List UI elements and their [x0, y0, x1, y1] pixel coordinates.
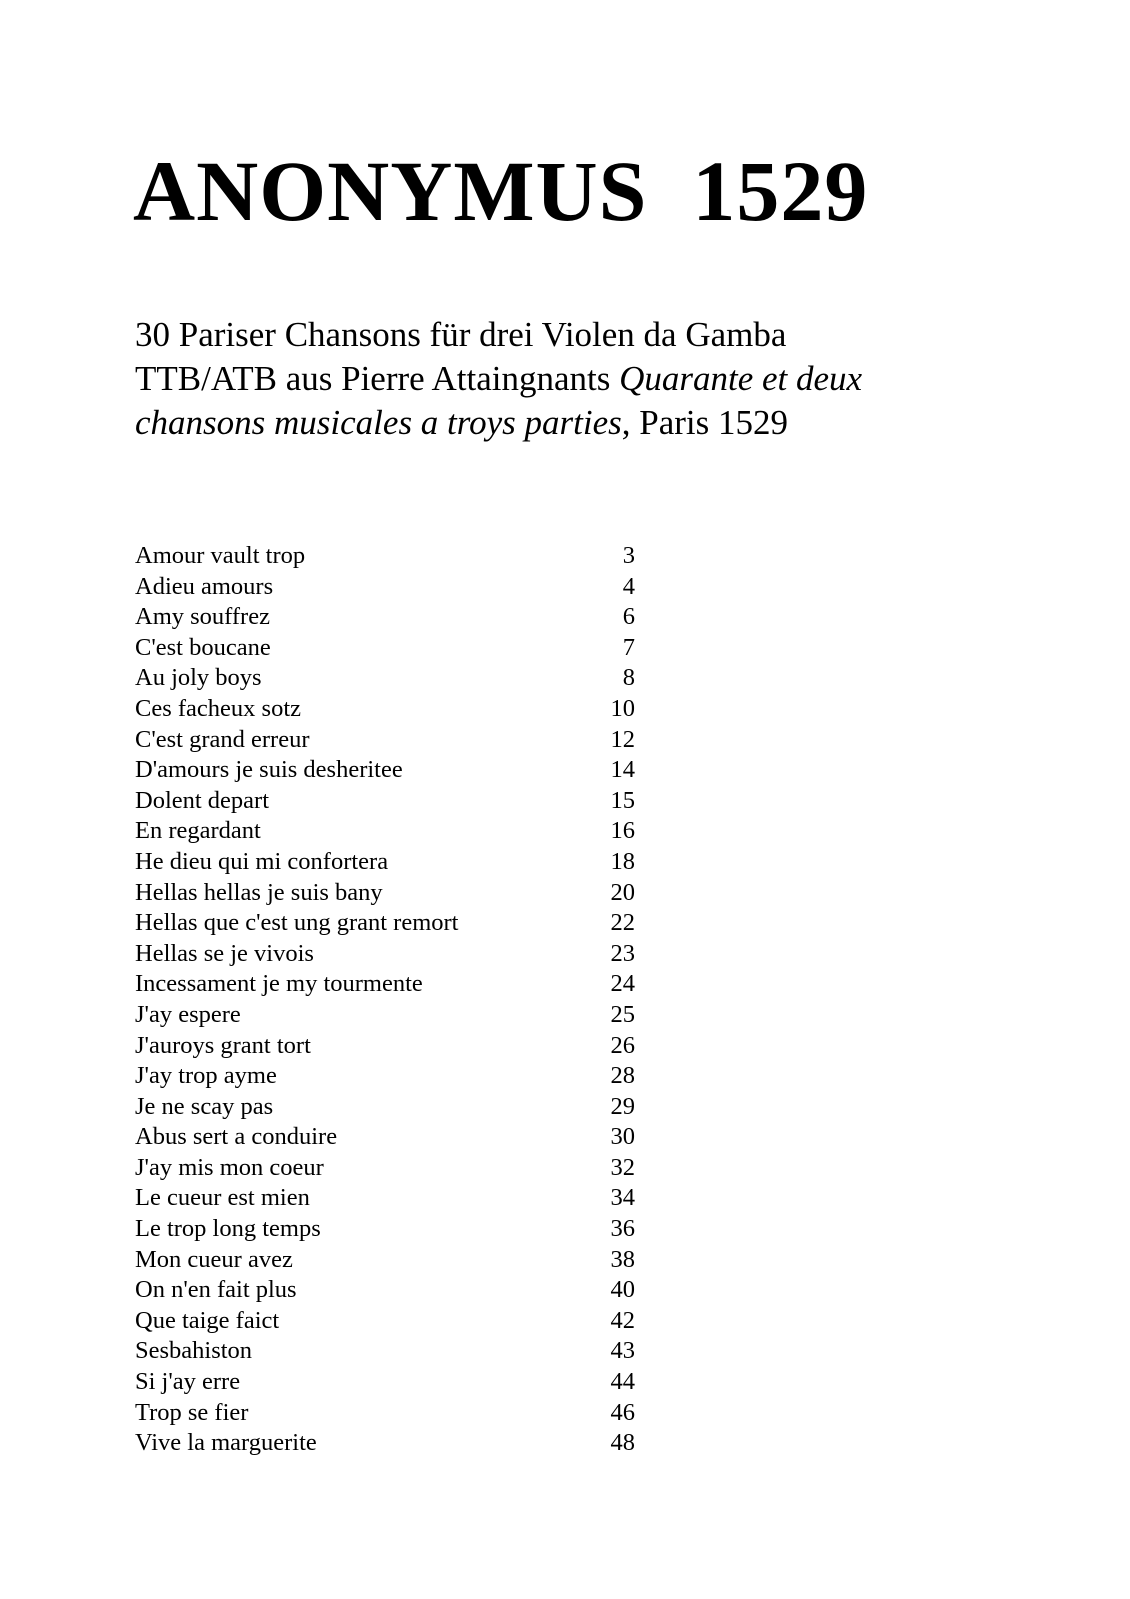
- toc-entry: [135, 1245, 635, 1276]
- toc-entry-page-number: 44: [610, 1368, 635, 1396]
- toc-entry-title: J'ay mis mon coeur: [135, 1153, 324, 1181]
- toc-entry: [135, 1398, 635, 1429]
- subtitle-line-2-plain: TTB/ATB aus Pierre Attaingnants: [135, 359, 620, 398]
- toc-entry-page-number: 29: [610, 1092, 635, 1120]
- toc-entry: [135, 663, 635, 694]
- toc-entry-title: J'ay espere: [135, 1000, 241, 1028]
- toc-entry-title: Adieu amours: [135, 572, 274, 600]
- subtitle-line-3: [135, 401, 1035, 445]
- toc-entry-title: Si j'ay erre: [135, 1368, 241, 1396]
- toc-entry: [135, 755, 635, 786]
- toc-entry-page-number: 10: [610, 694, 635, 722]
- subtitle-line-3-plain: , Paris 1529: [621, 403, 788, 442]
- toc-entry-title: Incessament je my tourmente: [135, 970, 423, 998]
- toc-entry: [135, 633, 635, 664]
- toc-entry-page-number: 22: [610, 909, 635, 937]
- toc-entry: [135, 1061, 635, 1092]
- toc-entry: [135, 1336, 635, 1367]
- subtitle-line-1: [135, 313, 1035, 357]
- toc-entry-title: He dieu qui mi confortera: [135, 847, 389, 875]
- toc-entry-page-number: 4: [622, 572, 635, 600]
- toc-entry: [135, 786, 635, 817]
- toc-entry: [135, 1428, 635, 1459]
- toc-entry: [135, 939, 635, 970]
- toc-entry-title: En regardant: [135, 817, 261, 845]
- toc-entry-page-number: 26: [610, 1031, 635, 1059]
- toc-entry-page-number: 46: [610, 1398, 635, 1426]
- toc-entry-title: On n'en fait plus: [135, 1276, 297, 1304]
- toc-entry: [135, 1306, 635, 1337]
- table-of-contents: [135, 541, 635, 1459]
- toc-entry-page-number: 25: [610, 1000, 635, 1028]
- toc-entry-page-number: 20: [610, 878, 635, 906]
- toc-entry: [135, 816, 635, 847]
- toc-entry: [135, 602, 635, 633]
- toc-entry-title: D'amours je suis desheritee: [135, 756, 403, 784]
- toc-entry-title: J'ay trop ayme: [135, 1062, 277, 1090]
- toc-entry-title: Trop se fier: [135, 1398, 249, 1426]
- toc-entry-title: Hellas hellas je suis bany: [135, 878, 383, 906]
- toc-entry-page-number: 28: [610, 1062, 635, 1090]
- toc-entry: [135, 1153, 635, 1184]
- toc-entry-page-number: 16: [610, 817, 635, 845]
- subtitle-line-2: [135, 357, 1035, 401]
- toc-entry: [135, 725, 635, 756]
- subtitle-line-3-italic: chansons musicales a troys parties: [135, 403, 622, 442]
- toc-entry-page-number: 3: [622, 542, 635, 569]
- toc-entry-page-number: 8: [622, 664, 635, 692]
- toc-entry: [135, 1214, 635, 1245]
- toc-entry-page-number: 24: [610, 970, 635, 998]
- subtitle-block: [135, 313, 1035, 445]
- toc-entry-title: Hellas se je vivois: [135, 939, 314, 967]
- toc-entry-page-number: 14: [610, 756, 635, 784]
- toc-entry-page-number: 32: [610, 1153, 635, 1181]
- toc-entry: [135, 694, 635, 725]
- toc-entry-page-number: 6: [622, 603, 635, 631]
- toc-entry-title: Au joly boys: [135, 664, 262, 692]
- toc-entry-title: J'auroys grant tort: [135, 1031, 311, 1059]
- toc-entry-title: Hellas que c'est ung grant remort: [135, 909, 459, 937]
- toc-entry: [135, 1122, 635, 1153]
- toc-entry: [135, 878, 635, 909]
- toc-entry-title: Que taige faict: [135, 1306, 280, 1334]
- toc-entry-title: Je ne scay pas: [135, 1092, 274, 1120]
- toc-entry-title: Mon cueur avez: [135, 1245, 293, 1273]
- toc-entry-title: C'est boucane: [135, 633, 271, 661]
- toc-entry-title: Amour vault trop: [135, 542, 306, 569]
- toc-entry-title: Le cueur est mien: [135, 1184, 310, 1212]
- toc-entry-page-number: 42: [610, 1306, 635, 1334]
- toc-entry-page-number: 34: [610, 1184, 635, 1212]
- toc-entry-title: Abus sert a conduire: [135, 1123, 338, 1151]
- toc-entry-page-number: 7: [622, 633, 635, 661]
- toc-entry-page-number: 30: [610, 1123, 635, 1151]
- toc-entry: [135, 1031, 635, 1062]
- toc-entry-title: C'est grand erreur: [135, 725, 310, 753]
- toc-entry: [135, 1000, 635, 1031]
- subtitle-line-1-text: 30 Pariser Chansons für drei Violen da Gamba: [135, 315, 787, 354]
- toc-entry-title: Vive la marguerite: [135, 1429, 317, 1457]
- toc-entry-title: Ces facheux sotz: [135, 694, 301, 722]
- toc-entry: [135, 847, 635, 878]
- toc-entry-page-number: 18: [610, 847, 635, 875]
- toc-entry: [135, 1092, 635, 1123]
- subtitle-line-2-italic: Quarante et deux: [619, 359, 863, 398]
- toc-entry-title: Dolent depart: [135, 786, 270, 814]
- toc-entry-title: Le trop long temps: [135, 1215, 321, 1243]
- toc-entry: [135, 541, 635, 572]
- toc-entry-page-number: 40: [610, 1276, 635, 1304]
- toc-entry: [135, 572, 635, 603]
- toc-entry-page-number: 15: [610, 786, 635, 814]
- toc-entry: [135, 1183, 635, 1214]
- toc-entry-page-number: 12: [610, 725, 635, 753]
- toc-entry-page-number: 48: [610, 1429, 635, 1457]
- toc-entry-title: Sesbahiston: [135, 1337, 253, 1365]
- toc-entry: [135, 969, 635, 1000]
- toc-entry: [135, 1275, 635, 1306]
- toc-entry-title: Amy souffrez: [135, 603, 270, 631]
- toc-entry: [135, 1367, 635, 1398]
- toc-entry-page-number: 38: [610, 1245, 635, 1273]
- toc-entry-page-number: 23: [610, 939, 635, 967]
- toc-entry-page-number: 43: [610, 1337, 635, 1365]
- page-title: ANONYMUS 1529: [133, 143, 869, 239]
- toc-entry-page-number: 36: [610, 1215, 635, 1243]
- toc-entry: [135, 908, 635, 939]
